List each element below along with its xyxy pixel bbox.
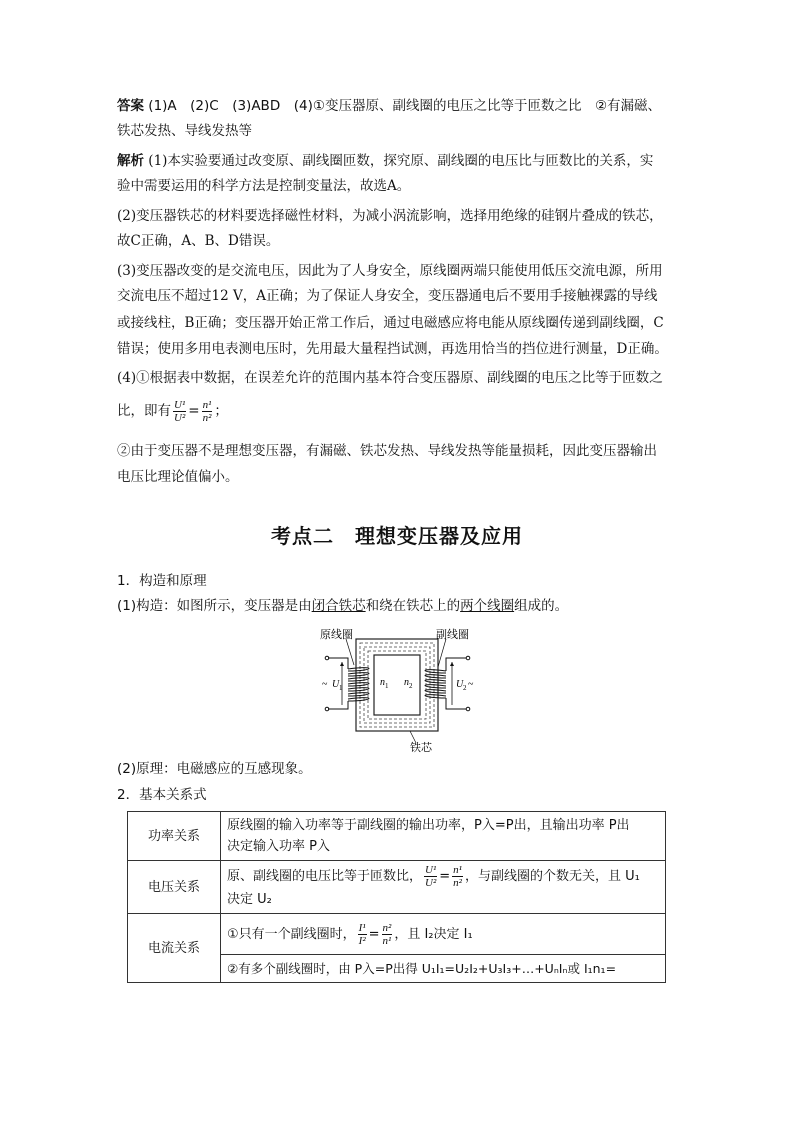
turns-fraction (382, 922, 393, 947)
sec2-heading: 2．基本关系式 (117, 787, 207, 803)
voltage-fraction (424, 864, 437, 889)
construct-text: 组成的。 (514, 598, 569, 614)
analysis-line-8: 错误；使用多用电表测电压时，先用最大量程挡试测，再选用恰当的挡位进行测量，D正确。 (117, 341, 668, 357)
power-text-1: 原线圈的输入功率等于副线圈的输出功率，P入=P出，且输出功率 P出 (227, 818, 630, 833)
frac-numerator: I¹ (358, 921, 366, 934)
construct-text: 和绕在铁芯上的 (365, 598, 461, 614)
voltage-ratio-fraction (173, 399, 186, 424)
closed-core-term: 闭合铁芯 (311, 598, 366, 614)
analysis-line-9: (4)①根据表中数据，在误差允许的范围内基本符合变压器原、副线圈的电压之比等于匝数之 (117, 370, 663, 386)
section-title: 考点二 理想变压器及应用 (271, 524, 523, 548)
frac-denominator: U² (174, 412, 186, 424)
construct-text: (1)构造：如图所示，变压器是由 (117, 598, 312, 614)
content-cell (221, 914, 666, 955)
voltage-post: ，与副线圈的个数无关，且 U₁ (464, 869, 640, 884)
category-cell: 电流关系 (128, 914, 221, 983)
content-cell: ②有多个副线圈时，由 P入=P出得 U₁I₁=U₂I₂+U₃I₃+…+UₙIₙ或 I₁n₁= (221, 955, 666, 983)
turns-ratio-fraction (202, 399, 213, 424)
analysis-ratio-end: ； (214, 403, 228, 419)
analysis-line-2: 验中需要运用的科学方法是控制变量法，故选A。 (117, 178, 411, 194)
frac-denominator: I² (358, 934, 366, 947)
analysis-label: 解析 (117, 153, 144, 169)
analysis-line-7: 或接线柱，B正确；变压器开始正常工作后，通过电磁感应将电能从原线圈传递到副线圈，C (117, 315, 664, 331)
content-cell (221, 812, 666, 861)
transformer-diagram (318, 625, 478, 753)
answer-text-1: (1)A (2)C (3)ABD (4)①变压器原、副线圈的电压之比等于匝数之比 ②有漏磁、 (148, 98, 662, 114)
voltage-text-2: 决定 U₂ (227, 892, 272, 907)
frac-denominator: n¹ (382, 934, 392, 947)
frac-denominator: U² (425, 877, 437, 889)
frac-numerator: U¹ (174, 399, 186, 411)
answer-line-1 (117, 96, 679, 116)
table-row (128, 812, 666, 861)
frac-numerator: n² (382, 921, 392, 934)
category-cell: 电压关系 (128, 861, 221, 914)
n1-label: n (380, 677, 385, 688)
core-label: 铁芯 (410, 741, 432, 753)
frac-numerator: n¹ (202, 399, 212, 411)
analysis-line-3: (2)变压器铁芯的材料要选择磁性材料，为减小涡流影响，选择用绝缘的硅钢片叠成的铁芯， (117, 208, 663, 224)
analysis-line-4: 故C正确，A、B、D错误。 (117, 233, 280, 249)
sec1-construct (117, 596, 679, 616)
u1-sub: 1 (339, 684, 343, 692)
u2-label: U (456, 679, 464, 690)
analysis-line-6: 交流电压不超过12 V，A正确；为了保证人身安全，变压器通电后不要用手接触裸露的导线 (117, 288, 658, 304)
relations-table (127, 811, 666, 983)
analysis-line-11: ②由于变压器不是理想变压器，有漏磁、铁芯发热、导线发热等能量损耗，因此变压器输出 (117, 443, 657, 459)
secondary-coil (425, 670, 446, 698)
analysis-line-10 (117, 396, 679, 426)
answer-label: 答案 (117, 98, 144, 114)
primary-coil-label: 原线圈 (320, 628, 353, 641)
frac-numerator: n¹ (453, 864, 462, 876)
category-cell: 功率关系 (128, 812, 221, 861)
frac-denominator: n² (202, 412, 212, 424)
content-cell (221, 861, 666, 914)
current-fraction (358, 922, 367, 947)
n1-sub: 1 (385, 682, 389, 690)
frac-numerator: U¹ (425, 864, 437, 876)
sec1-principle: (2)原理：电磁感应的互感现象。 (117, 761, 312, 777)
u1-label: U (332, 679, 340, 690)
equals-sign: = (188, 403, 200, 419)
equals-sign: = (368, 926, 380, 942)
answer-line-2: 铁芯发热、导线发热等 (117, 123, 252, 139)
table-row (128, 861, 666, 914)
analysis-ratio-intro: 比，即有 (117, 403, 171, 419)
ac-source-right: ~ (468, 679, 474, 690)
voltage-pre: 原、副线圈的电压比等于匝数比， (227, 869, 423, 884)
n2-sub: 2 (409, 682, 413, 690)
table-row (128, 914, 666, 955)
current-row1-post: ，且 I₂决定 I₁ (394, 926, 473, 942)
analysis-line-1 (117, 151, 679, 171)
current-row1-pre: ①只有一个副线圈时， (227, 926, 356, 942)
n2-label: n (404, 677, 409, 688)
secondary-coil-label: 副线圈 (436, 628, 469, 641)
analysis-text-1: (1)本实验要通过改变原、副线圈匝数，探究原、副线圈的电压比与匝数比的关系，实 (148, 153, 654, 169)
turns-fraction (452, 864, 463, 889)
equals-sign: = (439, 869, 451, 884)
power-text-2: 决定输入功率 P入 (227, 839, 330, 854)
ac-source-left: ~ (322, 679, 328, 690)
u2-sub: 2 (463, 684, 467, 692)
two-coils-term: 两个线圈 (460, 598, 515, 614)
voltage-text-1 (227, 864, 659, 889)
primary-coil (348, 668, 369, 701)
sec1-heading: 1．构造和原理 (117, 573, 207, 589)
analysis-line-12: 电压比理论值偏小。 (117, 469, 239, 485)
frac-denominator: n² (453, 877, 462, 889)
analysis-line-5: (3)变压器改变的是交流电压，因此为了人身安全，原线圈两端只能使用低压交流电源，所用 (117, 263, 663, 279)
